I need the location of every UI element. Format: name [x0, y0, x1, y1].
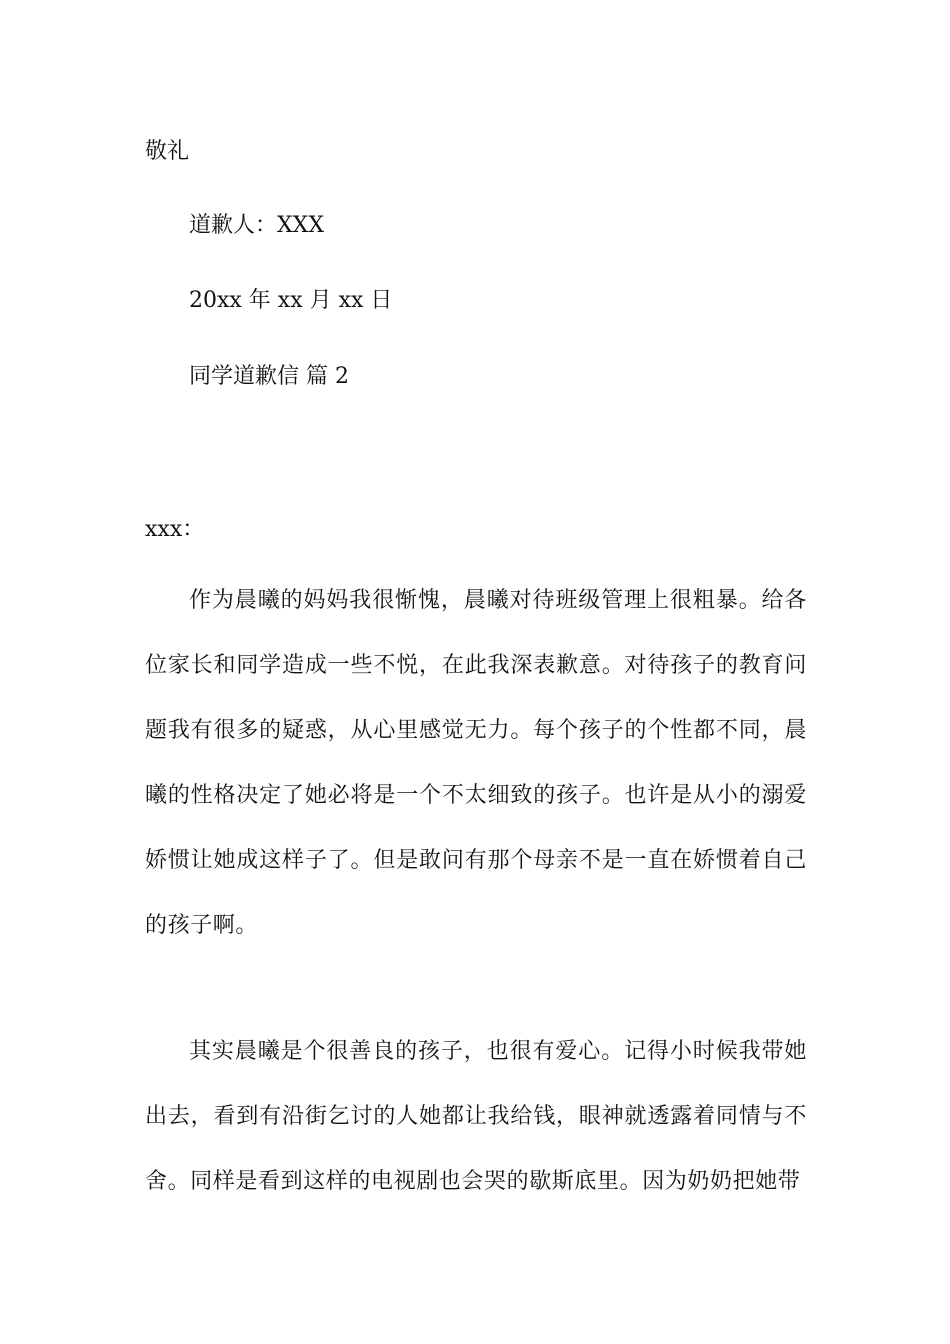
closing-text: 敬礼	[145, 139, 190, 164]
salutation: xxx：	[145, 517, 205, 542]
body-paragraph-1: 作为晨曦的妈妈我很惭愧，晨曦对待班级管理上很粗暴。给各位家长和同学造成一些不悦，在此我深表歉意。对待孩子的教育问题我有很多的疑惑，从心里感觉无力。每个孩子的个性都不同，晨曦的性格决定了她必将是一个不太细致的孩子。也许是从小的溺爱娇惯让她成这样子了。但是敢问有那个母亲不是一直在娇惯着自己的孩子啊。	[145, 588, 807, 938]
signer-line: 道歉人：XXX	[189, 213, 324, 238]
date-line: 20xx 年 xx 月 xx 日	[189, 288, 393, 313]
body-paragraph-2: 其实晨曦是个很善良的孩子，也很有爱心。记得小时候我带她出去，看到有沿街乞讨的人她都让我给钱，眼神就透露着同情与不舍。同样是看到这样的电视剧也会哭的歇斯底里。因为奶奶把她带	[145, 1039, 807, 1194]
section-title: 同学道歉信 篇 2	[189, 364, 349, 389]
